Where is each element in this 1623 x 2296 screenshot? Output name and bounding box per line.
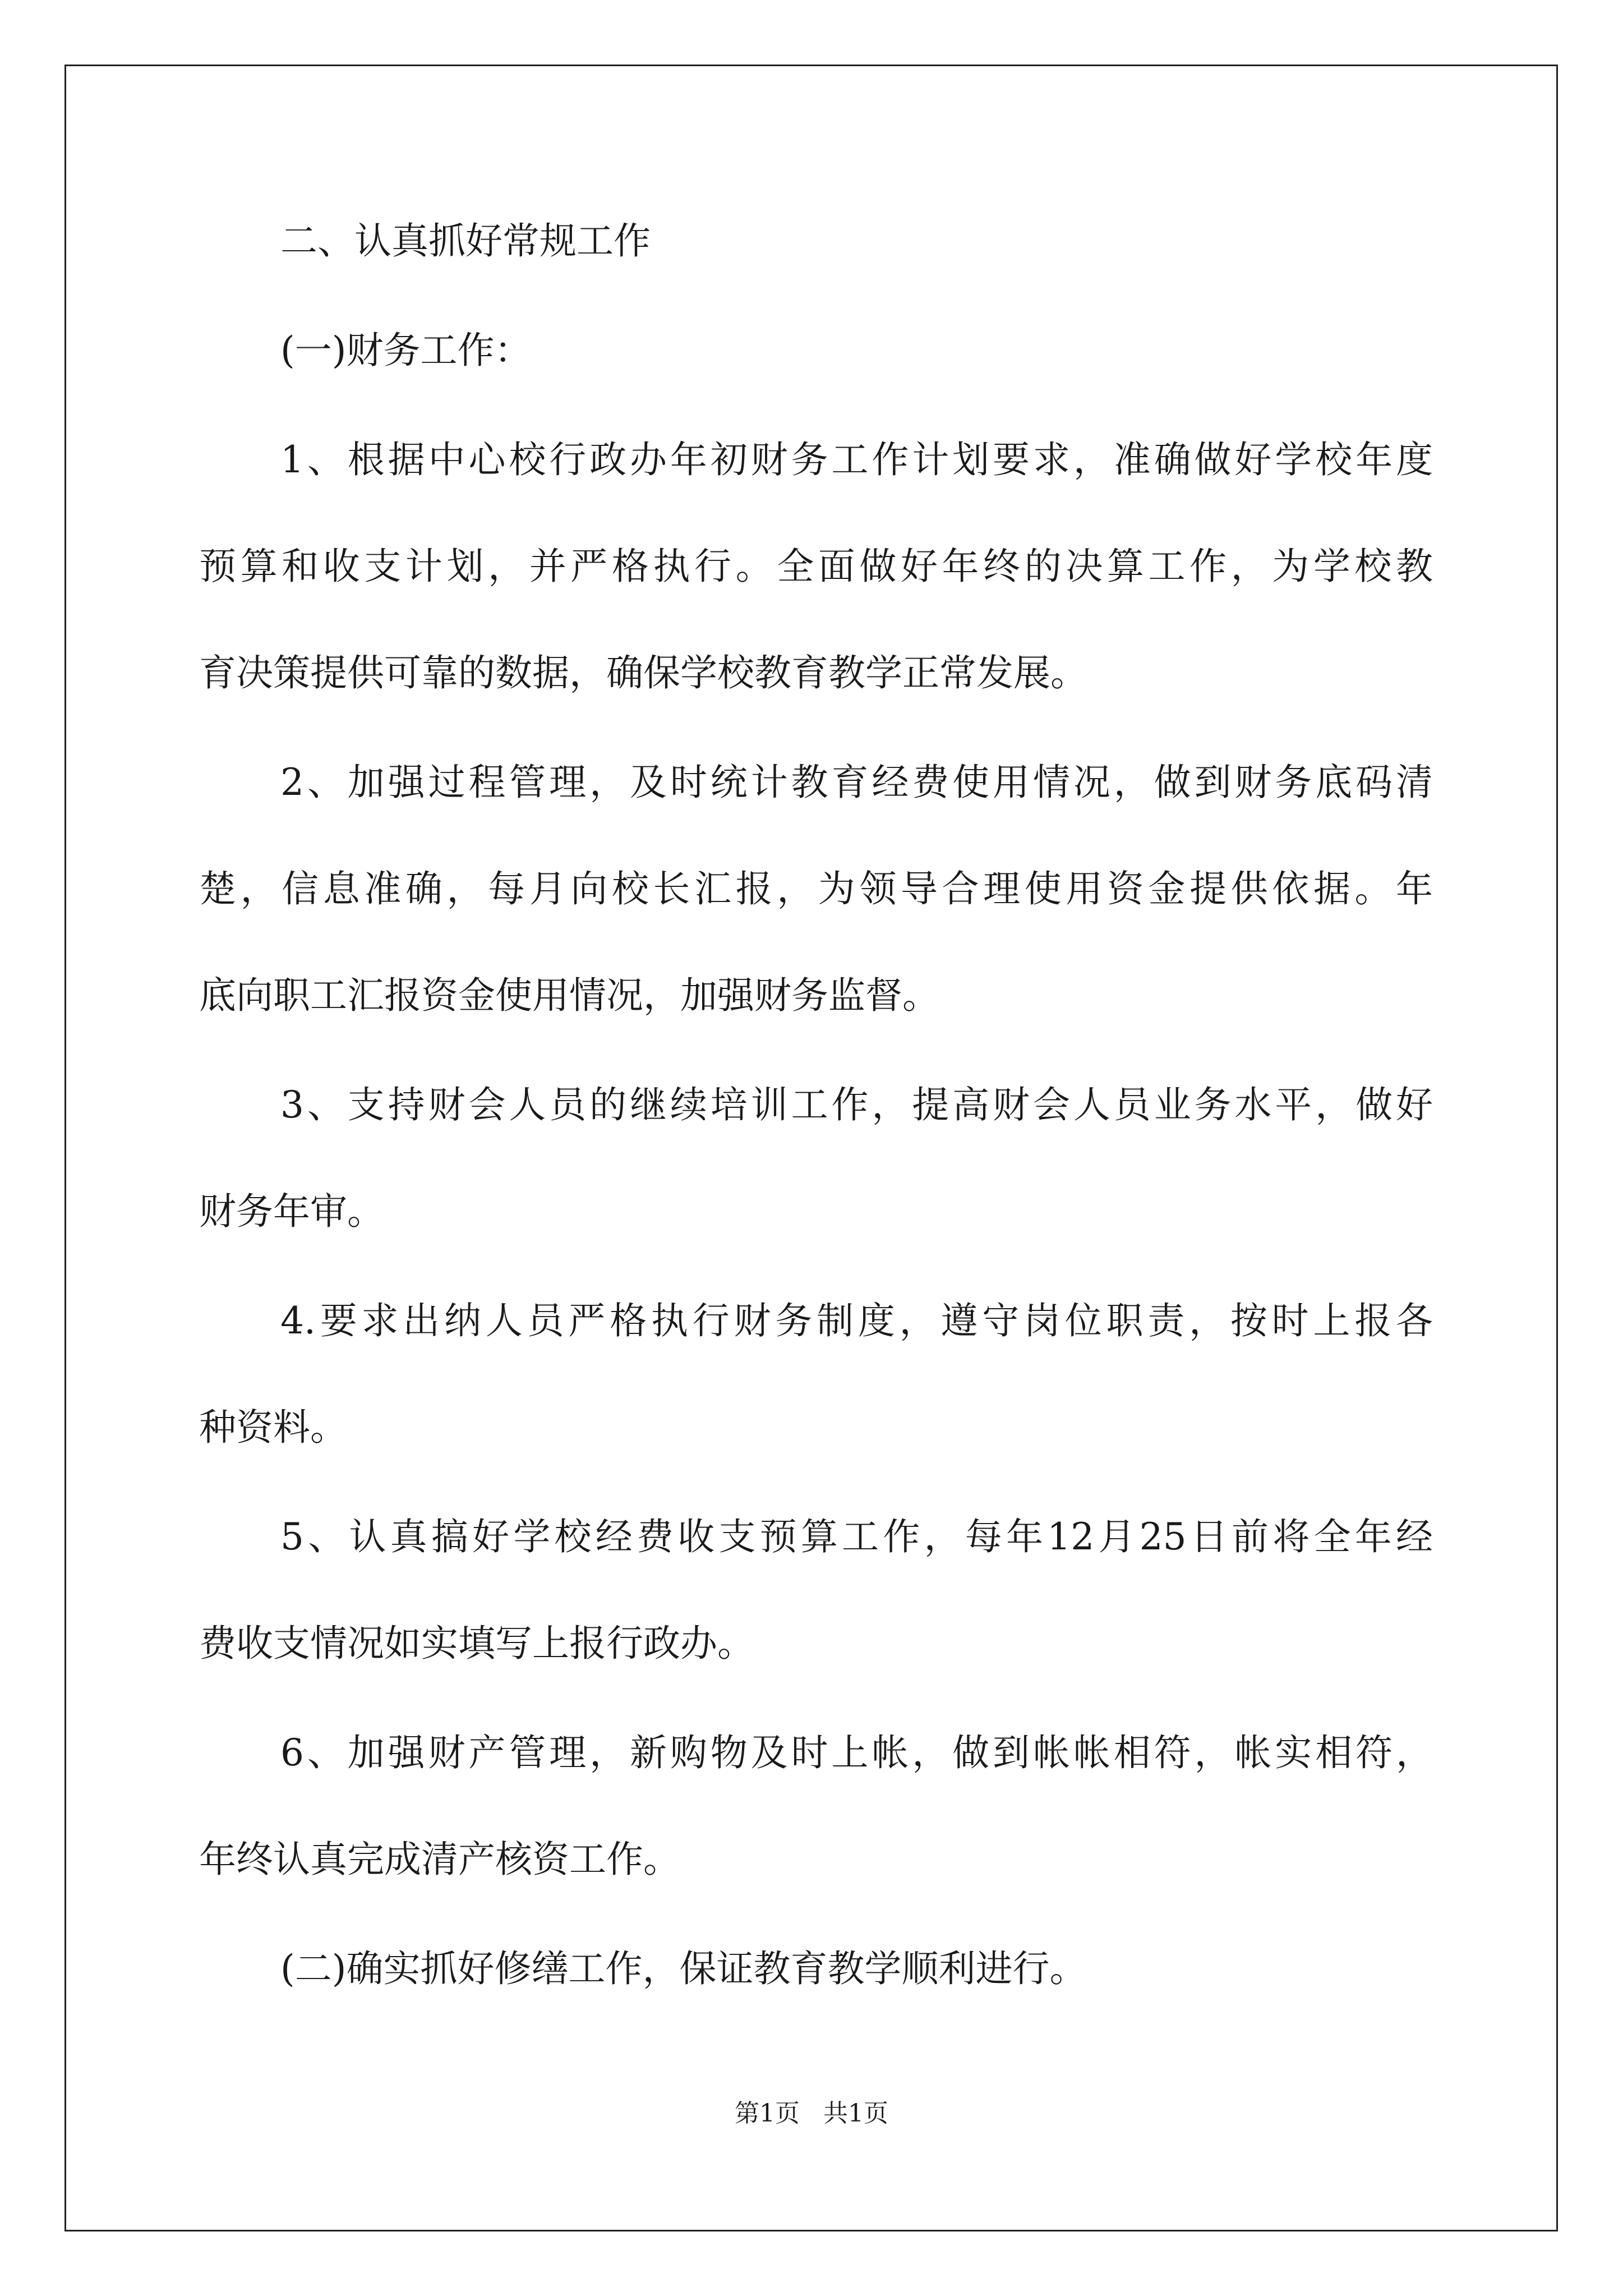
paragraph-line: 财务年审。 bbox=[199, 1190, 384, 1233]
paragraph-line: 费收支情况如实填写上报行政办。 bbox=[199, 1622, 754, 1665]
page-footer bbox=[0, 2097, 1623, 2131]
paragraph-line: 4.要求出纳人员严格执行财务制度，遵守岗位职责，按时上报各 bbox=[280, 1299, 1433, 1342]
section-heading: 二、认真抓好常规工作 bbox=[280, 219, 651, 263]
paragraph-line: 育决策提供可靠的数据，确保学校教育教学正常发展。 bbox=[199, 651, 1087, 694]
paragraph-line: 3、支持财会人员的继续培训工作，提高财会人员业务水平，做好 bbox=[280, 1083, 1433, 1126]
paragraph-line: 种资料。 bbox=[199, 1406, 347, 1449]
paragraph-line: 2、加强过程管理，及时统计教育经费使用情况，做到财务底码清 bbox=[280, 761, 1433, 804]
paragraph-line: 楚，信息准确，每月向校长汇报，为领导合理使用资金提供依据。年 bbox=[199, 867, 1433, 910]
paragraph-line: 5、认真搞好学校经费收支预算工作，每年12月25日前将全年经 bbox=[280, 1515, 1433, 1558]
page-number: 第1页 bbox=[735, 2099, 800, 2128]
page-total: 共1页 bbox=[823, 2099, 888, 2128]
subsection-heading: (一)财务工作： bbox=[280, 329, 532, 372]
paragraph-line: 1、根据中心校行政办年初财务工作计划要求，准确做好学校年度 bbox=[280, 438, 1433, 481]
subsection-heading: (二)确实抓好修缮工作，保证教育教学顺利进行。 bbox=[280, 1947, 1087, 1990]
paragraph-line: 6、加强财产管理，新购物及时上帐，做到帐帐相符，帐实相符， bbox=[280, 1731, 1433, 1774]
page-border bbox=[64, 65, 1558, 2231]
paragraph-line: 年终认真完成清产核资工作。 bbox=[199, 1838, 680, 1881]
paragraph-line: 预算和收支计划，并严格执行。全面做好年终的决算工作，为学校教 bbox=[199, 545, 1433, 588]
paragraph-line: 底向职工汇报资金使用情况，加强财务监督。 bbox=[199, 974, 939, 1017]
